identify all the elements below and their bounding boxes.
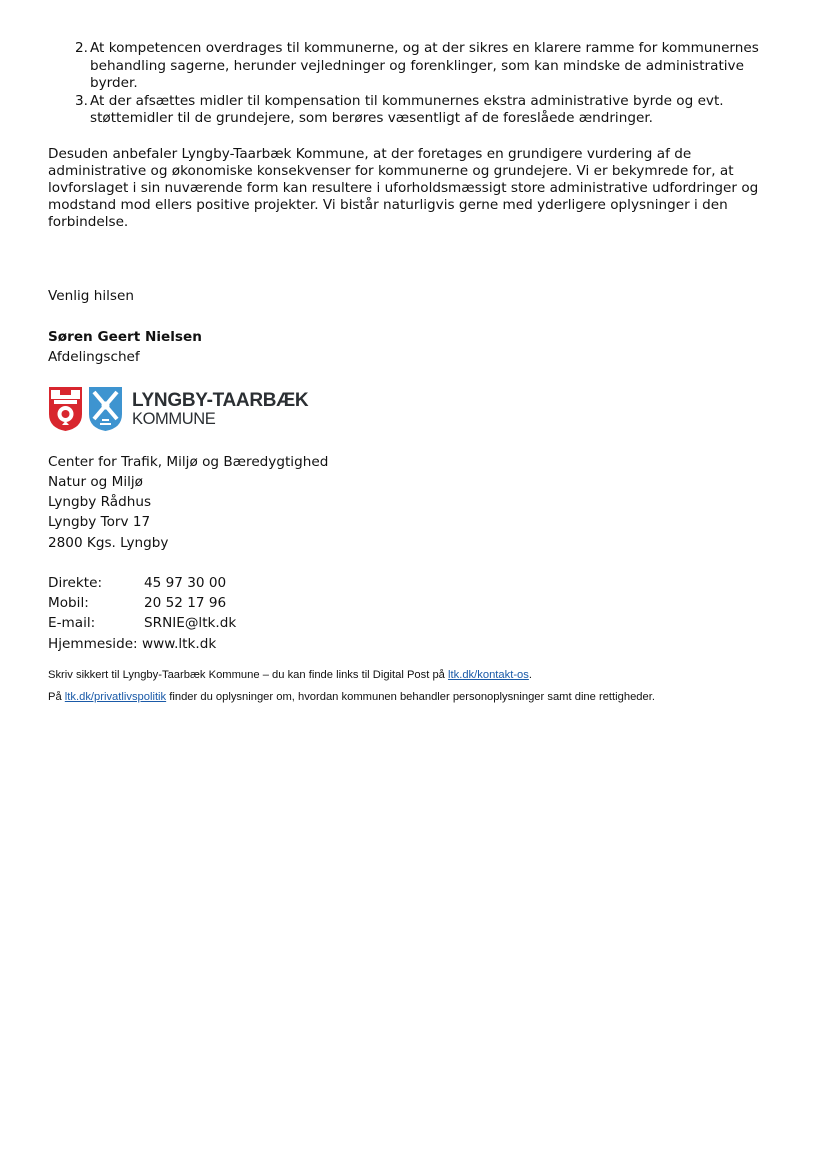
list-number: 3. bbox=[75, 92, 88, 109]
footer-text: . bbox=[528, 669, 532, 681]
footer-text: finder du oplysninger om, hvordan kommunen behandler personoplysninger samt dine rettigheder. bbox=[166, 691, 655, 703]
logo-line-1: LYNGBY-TAARBÆK bbox=[132, 389, 309, 411]
contact-label: E-mail: bbox=[48, 615, 96, 631]
address-building: Lyngby Rådhus bbox=[48, 494, 152, 510]
contact-mobile bbox=[48, 594, 226, 612]
list-number: 2. bbox=[75, 40, 88, 56]
contact-email bbox=[48, 614, 236, 632]
municipality-logo bbox=[48, 386, 308, 432]
contact-label: Mobil: bbox=[48, 595, 89, 611]
list-text: At kompetencen overdrages til kommunerne, og at der sikres en klarere ramme for kommunernes behandling sagerne, herunder vejledninger og forenklinger, som kan mindske de administrative byrder. bbox=[90, 40, 759, 92]
contact-value: www.ltk.dk bbox=[141, 636, 217, 652]
signer-name: Søren Geert Nielsen bbox=[48, 329, 202, 345]
contact-label: Direkte: bbox=[48, 575, 103, 591]
contact-value: SRNIE@ltk.dk bbox=[144, 615, 237, 631]
list-text: At der afsættes midler til kompensation til kommunernes ekstra administrative byrde og evt. støttemidler til de grundejere, som berøres væsentligt af de foreslåede ændringer. bbox=[90, 92, 724, 127]
footer-privacy bbox=[48, 690, 655, 704]
list-item bbox=[48, 40, 788, 93]
logo-wordmark bbox=[132, 391, 308, 428]
contact-link[interactable]: ltk.dk/kontakt-os bbox=[448, 669, 529, 681]
address-street: Lyngby Torv 17 bbox=[48, 514, 151, 530]
closing-text: Venlig hilsen bbox=[48, 288, 134, 304]
privacy-policy-link[interactable]: ltk.dk/privatlivspolitik bbox=[64, 691, 167, 703]
address-unit: Natur og Miljø bbox=[48, 474, 143, 490]
list-item bbox=[48, 93, 788, 128]
signer-title: Afdelingschef bbox=[48, 349, 140, 365]
contact-label: Hjemmeside: bbox=[48, 636, 138, 652]
footer-digital-post bbox=[48, 668, 532, 682]
logo-line-2: KOMMUNE bbox=[132, 409, 216, 428]
red-coat-of-arms-icon bbox=[48, 386, 83, 432]
numbered-list bbox=[48, 40, 788, 128]
address-city: 2800 Kgs. Lyngby bbox=[48, 535, 169, 551]
body-paragraph: Desuden anbefaler Lyngby-Taarbæk Kommune, at der foretages en grundigere vurdering af de administrative og økonomiske konsekvenser for kommunerne og grundejere. Vi er bekymrede for, at lovforslaget i sin nuværende form kan resultere i uforholdsmæssigt store administrative udfordringer og modstand mod ellers positive projekter. Vi bistår naturligvis gerne med yderligere oplysninger i den forbindelse. bbox=[48, 146, 759, 230]
address-department: Center for Trafik, Miljø og Bæredygtighed bbox=[48, 454, 329, 470]
contact-website bbox=[48, 635, 216, 653]
blue-coat-of-arms-icon bbox=[88, 386, 123, 432]
contact-direct bbox=[48, 574, 226, 592]
contact-value: 45 97 30 00 bbox=[144, 575, 227, 591]
contact-value: 20 52 17 96 bbox=[144, 595, 227, 611]
footer-text: På bbox=[48, 691, 65, 703]
footer-text: Skriv sikkert til Lyngby-Taarbæk Kommune – du kan finde links til Digital Post på bbox=[48, 669, 449, 681]
